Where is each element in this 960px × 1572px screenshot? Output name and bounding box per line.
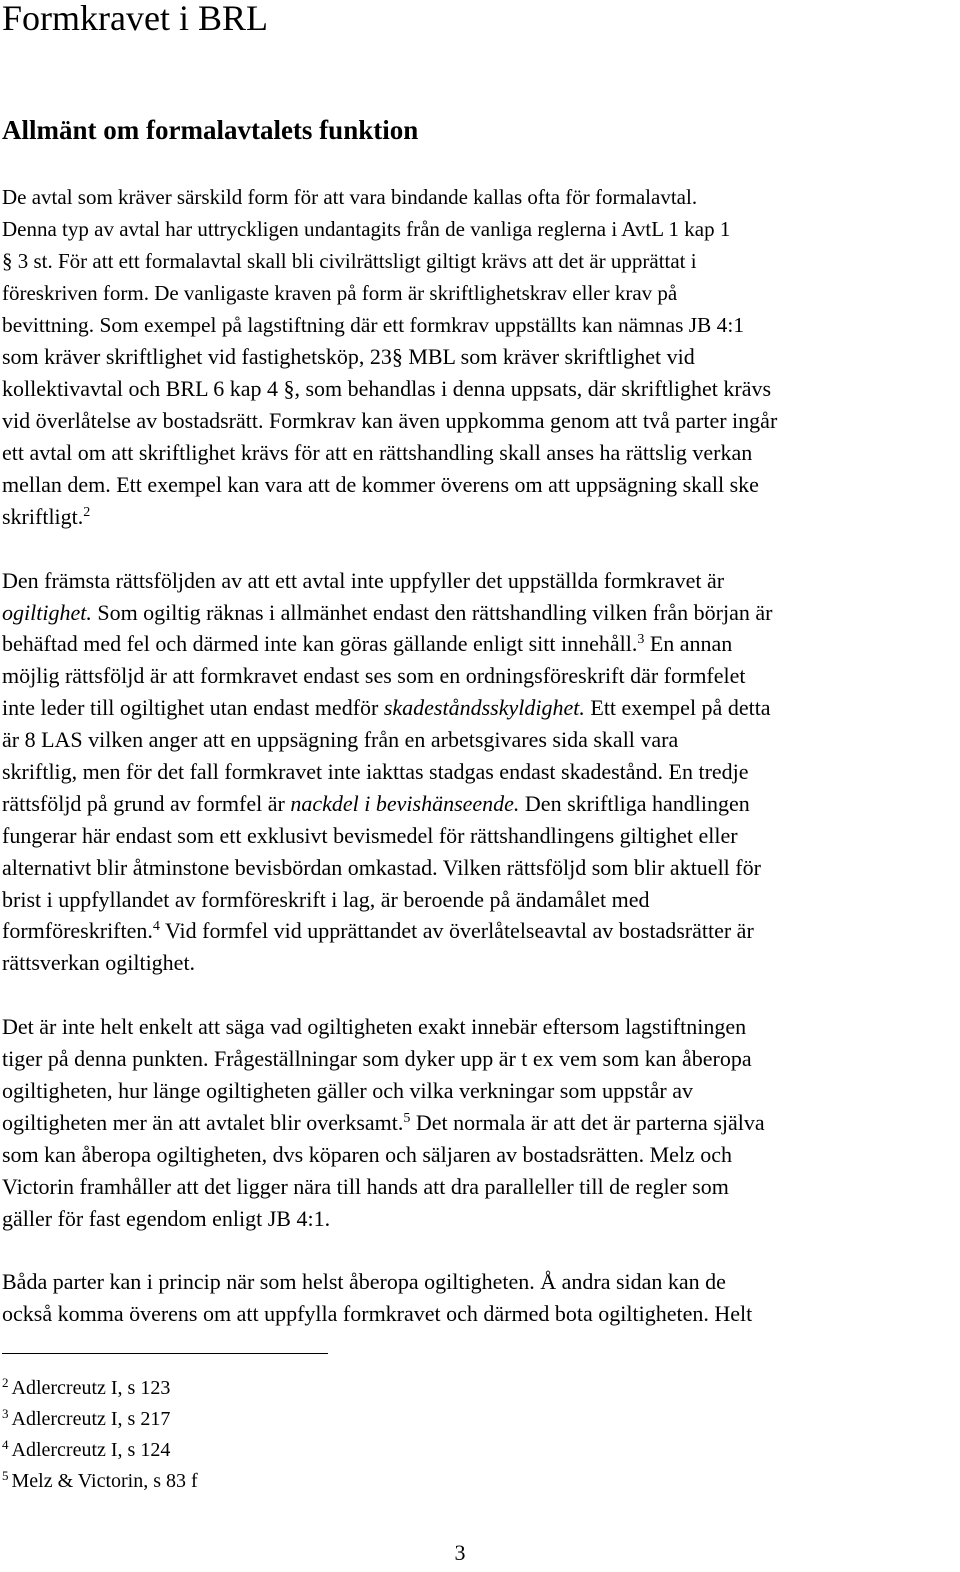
body-text bbox=[2, 182, 958, 1330]
footnote-2 bbox=[2, 1373, 198, 1404]
page-number: 3 bbox=[454, 1540, 466, 1565]
text-line: tiger på denna punkten. Frågeställningar som dyker upp är t ex vem som kan åberopa bbox=[2, 1046, 752, 1072]
footnote-5 bbox=[2, 1466, 198, 1497]
text-segment: Den skriftliga handlingen bbox=[519, 790, 750, 816]
footnotes bbox=[2, 1373, 198, 1497]
text-line: fungerar här endast som ett exklusivt bevismedel för rättshandlingens giltighet eller bbox=[2, 822, 738, 848]
section-heading: Allmänt om formalavtalets funktion bbox=[2, 115, 419, 145]
text-line: föreskriven form. De vanligaste kraven på form är skriftlighetskrav eller krav på bbox=[2, 280, 678, 305]
footnote-separator bbox=[2, 1353, 328, 1354]
footnote-text: Adlercreutz I, s 217 bbox=[11, 1408, 171, 1430]
text-line: alternativt blir åtminstone bevisbördan omkastad. Vilken rättsföljd som blir aktuell för bbox=[2, 854, 761, 880]
footnote-number: 3 bbox=[2, 1406, 9, 1421]
text-line: Det är inte helt enkelt att säga vad ogiltigheten exakt innebär eftersom lagstiftningen bbox=[2, 1014, 747, 1040]
text-line: också komma överens om att uppfylla formkravet och därmed bota ogiltigheten. Helt bbox=[2, 1301, 753, 1327]
text-line: De avtal som kräver särskild form för att vara bindande kallas ofta för formalavtal. bbox=[2, 185, 698, 209]
text-line: Båda parter kan i princip när som helst åberopa ogiltigheten. Å andra sidan kan de bbox=[2, 1269, 726, 1295]
italic-term: skadeståndsskyldighet. bbox=[383, 695, 585, 721]
footnote-3 bbox=[2, 1404, 198, 1435]
italic-term: nackdel i bevishänseende. bbox=[290, 790, 520, 816]
text-segment: Vid formfel vid upprättandet av överlåtelseavtal av bostadsrätter är bbox=[159, 918, 754, 944]
text-line: möjlig rättsföljd är att formkravet endast ses som en ordningsföreskrift där formfelet bbox=[2, 663, 746, 689]
text-line bbox=[2, 1107, 958, 1139]
text-line: kollektivavtal och BRL 6 kap 4 §, som behandlas i denna uppsats, där skriftlighet krävs bbox=[2, 376, 772, 402]
italic-term: ogiltighet. bbox=[2, 599, 92, 625]
text-segment: ogiltigheten mer än att avtalet blir overksamt. bbox=[2, 1109, 404, 1135]
text-line: § 3 st. För att ett formalavtal skall bli civilrättsligt giltigt krävs att det är upprättat i bbox=[2, 248, 697, 273]
paragraph-1 bbox=[2, 182, 958, 533]
text-line: bevittning. Som exempel på lagstiftning där ett formkrav uppställts kan nämnas JB 4:1 bbox=[2, 312, 745, 337]
text-segment: behäftad med fel och därmed inte kan göras gällande enligt sitt innehåll. bbox=[2, 631, 638, 657]
text-segment: Som ogiltig räknas i allmänhet endast den rättshandling vilken från början är bbox=[91, 599, 773, 625]
text-segment: formföreskriften. bbox=[2, 918, 153, 944]
text-line: som kräver skriftlighet vid fastighetsköp, 23§ MBL som kräver skriftlighet vid bbox=[2, 344, 695, 370]
text-line bbox=[2, 628, 958, 660]
text-line: är 8 LAS vilken anger att en uppsägning från en arbetsgivares sida skall vara bbox=[2, 727, 679, 753]
footnote-text: Adlercreutz I, s 124 bbox=[11, 1439, 171, 1461]
text-line: skriftlig, men för det fall formkravet inte iakttas stadgas endast skadestånd. En tredje bbox=[2, 759, 749, 785]
footnote-text: Melz & Victorin, s 83 f bbox=[11, 1470, 198, 1492]
text-line: som kan åberopa ogiltigheten, dvs köparen och säljaren av bostadsrätten. Melz och bbox=[2, 1141, 733, 1167]
text-line bbox=[2, 501, 958, 533]
text-segment: skriftligt. bbox=[2, 503, 84, 529]
footnote-text: Adlercreutz I, s 123 bbox=[11, 1377, 171, 1399]
text-line bbox=[2, 915, 958, 947]
paragraph-4 bbox=[2, 1266, 958, 1330]
text-line: vid överlåtelse av bostadsrätt. Formkrav kan även uppkomma genom att två parter ingår bbox=[2, 408, 778, 434]
text-segment: Ett exempel på detta bbox=[584, 695, 771, 721]
footnote-4 bbox=[2, 1435, 198, 1466]
paragraph-gap bbox=[2, 533, 958, 565]
text-segment: inte leder till ogiltighet utan endast medför bbox=[2, 695, 384, 721]
text-line: mellan dem. Ett exempel kan vara att de kommer överens om att uppsägning skall ske bbox=[2, 472, 759, 498]
paragraph-gap bbox=[2, 979, 958, 1011]
footnote-ref[interactable]: 3 bbox=[637, 632, 645, 648]
footnote-ref[interactable]: 4 bbox=[152, 919, 160, 935]
text-line: gäller för fast egendom enligt JB 4:1. bbox=[2, 1205, 331, 1231]
footnote-ref[interactable]: 5 bbox=[403, 1110, 411, 1126]
text-line bbox=[2, 788, 958, 820]
text-line bbox=[2, 597, 958, 629]
text-segment: Det normala är att det är parterna själva bbox=[410, 1109, 765, 1135]
text-line bbox=[2, 692, 958, 724]
text-line: ogiltigheten, hur länge ogiltigheten gäller och vilka verkningar som uppstår av bbox=[2, 1077, 693, 1103]
text-segment: En annan bbox=[644, 631, 733, 657]
page-title: Formkravet i BRL bbox=[2, 0, 268, 38]
paragraph-2 bbox=[2, 565, 958, 980]
text-line: ett avtal om att skriftlighet krävs för att en rättshandling skall anses ha rättslig verkan bbox=[2, 440, 753, 466]
text-segment: rättsföljd på grund av formfel är bbox=[2, 790, 291, 816]
paragraph-3 bbox=[2, 1011, 958, 1234]
footnote-number: 2 bbox=[2, 1375, 9, 1390]
footnote-number: 4 bbox=[2, 1437, 9, 1452]
footnote-ref[interactable]: 2 bbox=[83, 504, 91, 520]
paragraph-gap bbox=[2, 1234, 958, 1266]
text-line: rättsverkan ogiltighet. bbox=[2, 950, 196, 976]
text-line: Denna typ av avtal har uttryckligen undantagits från de vanliga reglerna i AvtL 1 kap 1 bbox=[2, 216, 731, 241]
footnote-number: 5 bbox=[2, 1468, 9, 1483]
text-line: Den främsta rättsföljden av att ett avtal inte uppfyller det uppställda formkravet är bbox=[2, 567, 725, 593]
text-line: Victorin framhåller att det ligger nära till hands att dra paralleller till de regler som bbox=[2, 1173, 729, 1199]
text-line: brist i uppfyllandet av formföreskrift i lag, är beroende på ändamålet med bbox=[2, 886, 650, 912]
